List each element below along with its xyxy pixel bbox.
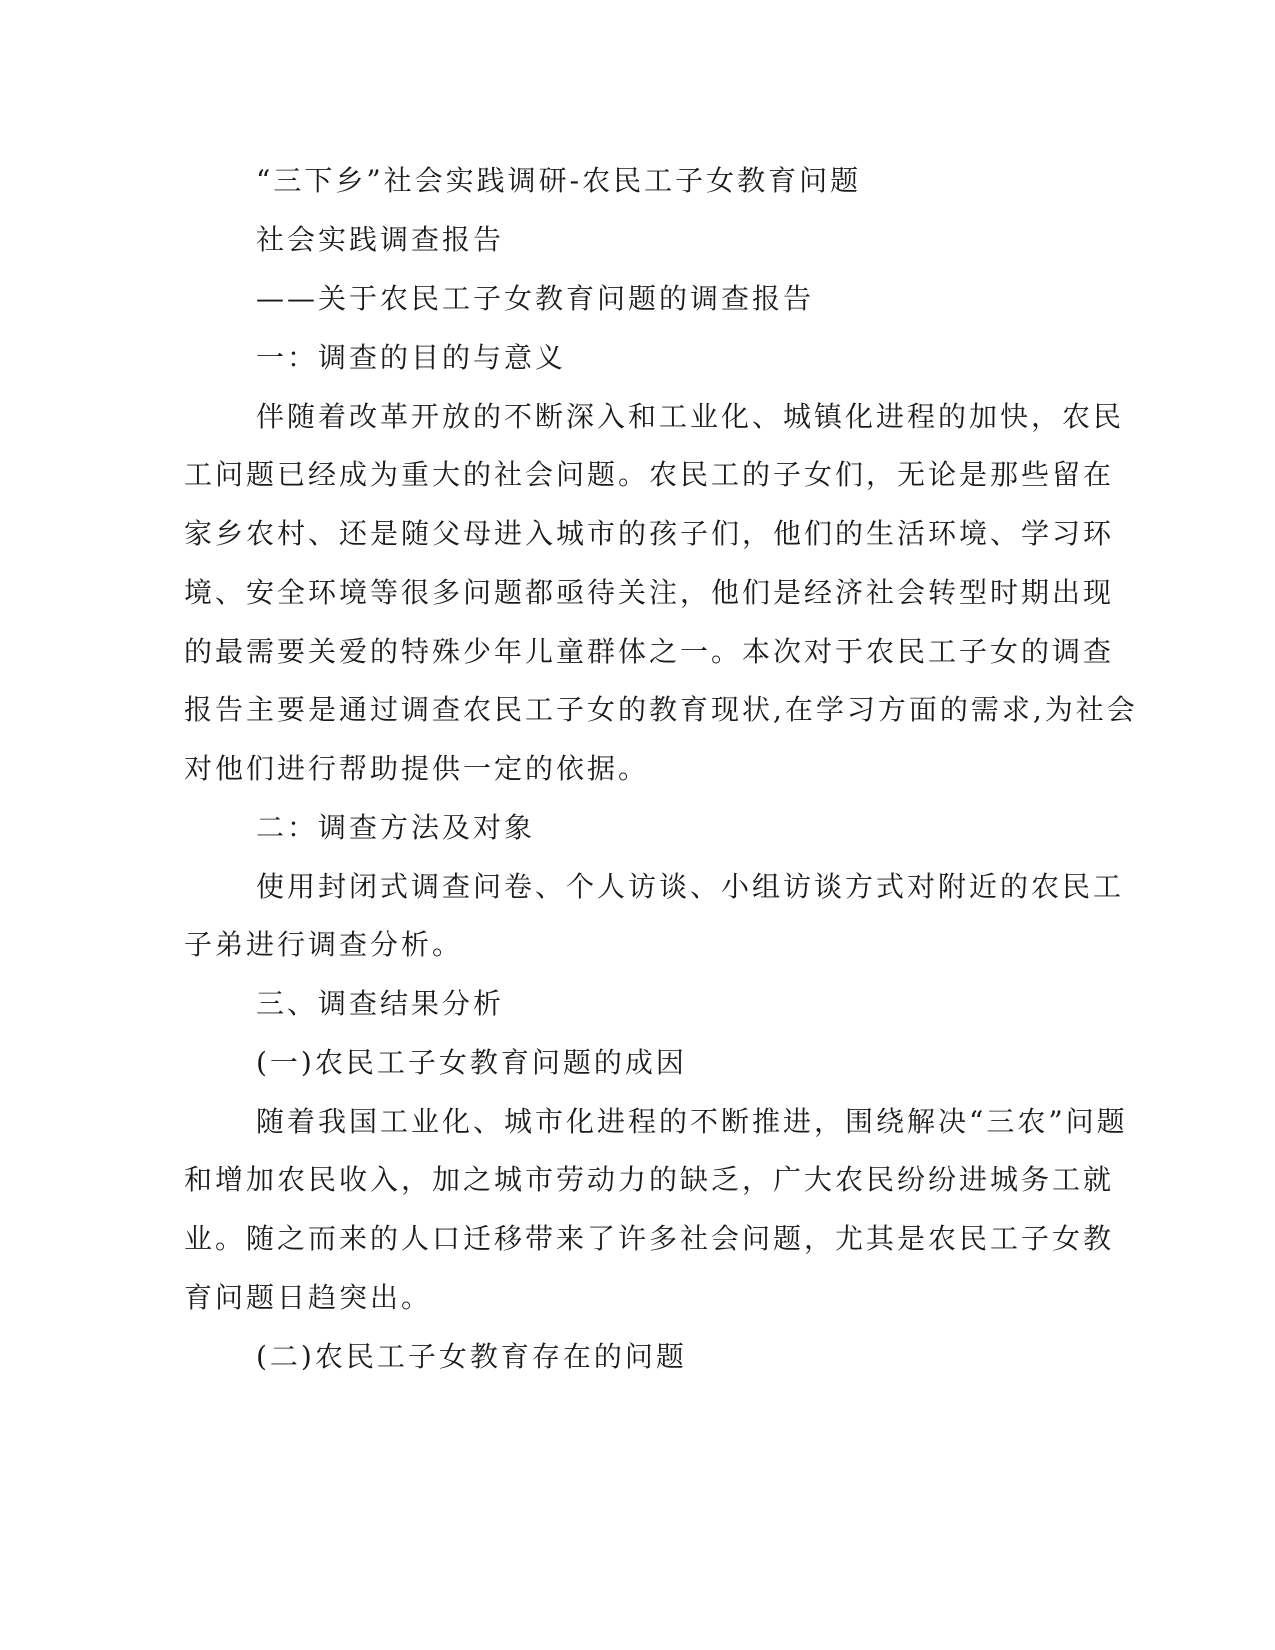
- section3-sub1-line: 随着我国工业化、城市化进程的不断推进，围绕解决“三农”问题: [256, 1105, 1128, 1138]
- section1-heading: 一：调查的目的与意义: [256, 341, 567, 374]
- section3-sub1-line: 育问题日趋突出。: [184, 1281, 433, 1314]
- document-subtitle: 社会实践调查报告: [256, 223, 505, 256]
- section3-sub2-heading: (二)农民工子女教育存在的问题: [256, 1340, 687, 1373]
- section2-line: 子弟进行调查分析。: [184, 928, 464, 961]
- section3-sub1-heading: (一)农民工子女教育问题的成因: [256, 1046, 687, 1079]
- section3-sub1-line: 和增加农民收入，加之城市劳动力的缺乏，广大农民纷纷进城务工就: [184, 1163, 1115, 1196]
- section1-line: 的最需要关爱的特殊少年儿童群体之一。本次对于农民工子女的调查: [184, 635, 1115, 668]
- section1-line: 家乡农村、还是随父母进入城市的孩子们，他们的生活环境、学习环: [184, 517, 1115, 550]
- section1-line: 对他们进行帮助提供一定的依据。: [184, 752, 650, 785]
- section1-line: 工问题已经成为重大的社会问题。农民工的子女们，无论是那些留在: [184, 458, 1115, 491]
- section1-line: 伴随着改革开放的不断深入和工业化、城镇化进程的加快，农民: [256, 400, 1125, 433]
- section2-line: 使用封闭式调查问卷、个人访谈、小组访谈方式对附近的农民工: [256, 870, 1125, 903]
- section3-sub1-line: 业。随之而来的人口迁移带来了许多社会问题，尤其是农民工子女教: [184, 1222, 1115, 1255]
- section2-heading: 二：调查方法及对象: [256, 811, 536, 844]
- document-title: “三下乡”社会实践调研-农民工子女教育问题: [256, 164, 862, 197]
- section3-heading: 三、调查结果分析: [256, 987, 505, 1020]
- document-subheading: ——关于农民工子女教育问题的调查报告: [256, 282, 815, 315]
- section1-line: 境、安全环境等很多问题都亟待关注，他们是经济社会转型时期出现: [184, 576, 1115, 609]
- section1-line: 报告主要是通过调查农民工子女的教育现状,在学习方面的需求,为社会: [184, 693, 1138, 726]
